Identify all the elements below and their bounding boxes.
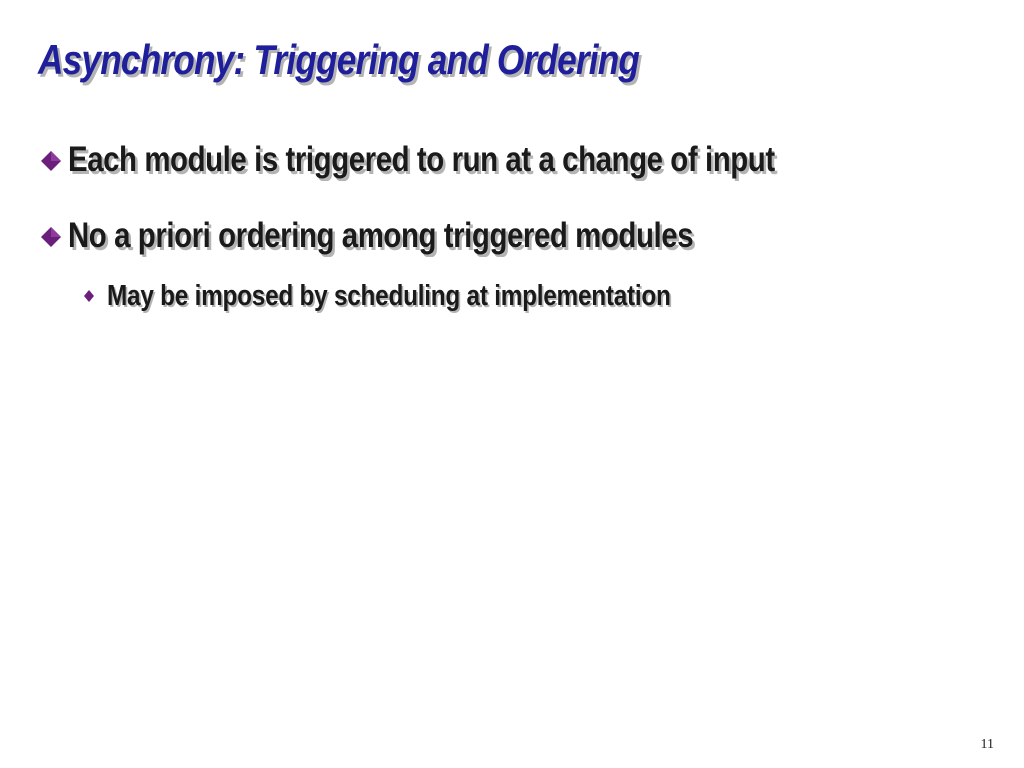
bullet-item: [40, 132, 909, 188]
bullet-list: [40, 132, 909, 284]
diamond-bullet-icon: [40, 226, 62, 248]
sub-bullet-item: [84, 279, 778, 313]
bullet-text: Each module is triggered to run at a change of input: [68, 140, 775, 179]
diamond-bullet-icon: [40, 150, 62, 172]
slide-title: Asynchrony: Triggering and Ordering: [38, 36, 640, 83]
sub-bullet-text: May be imposed by scheduling at implementation: [107, 279, 671, 312]
page-number: 11: [980, 737, 994, 752]
small-diamond-bullet-icon: [84, 290, 94, 302]
bullet-item: [40, 208, 909, 264]
bullet-text: No a priori ordering among triggered modules: [68, 216, 694, 255]
